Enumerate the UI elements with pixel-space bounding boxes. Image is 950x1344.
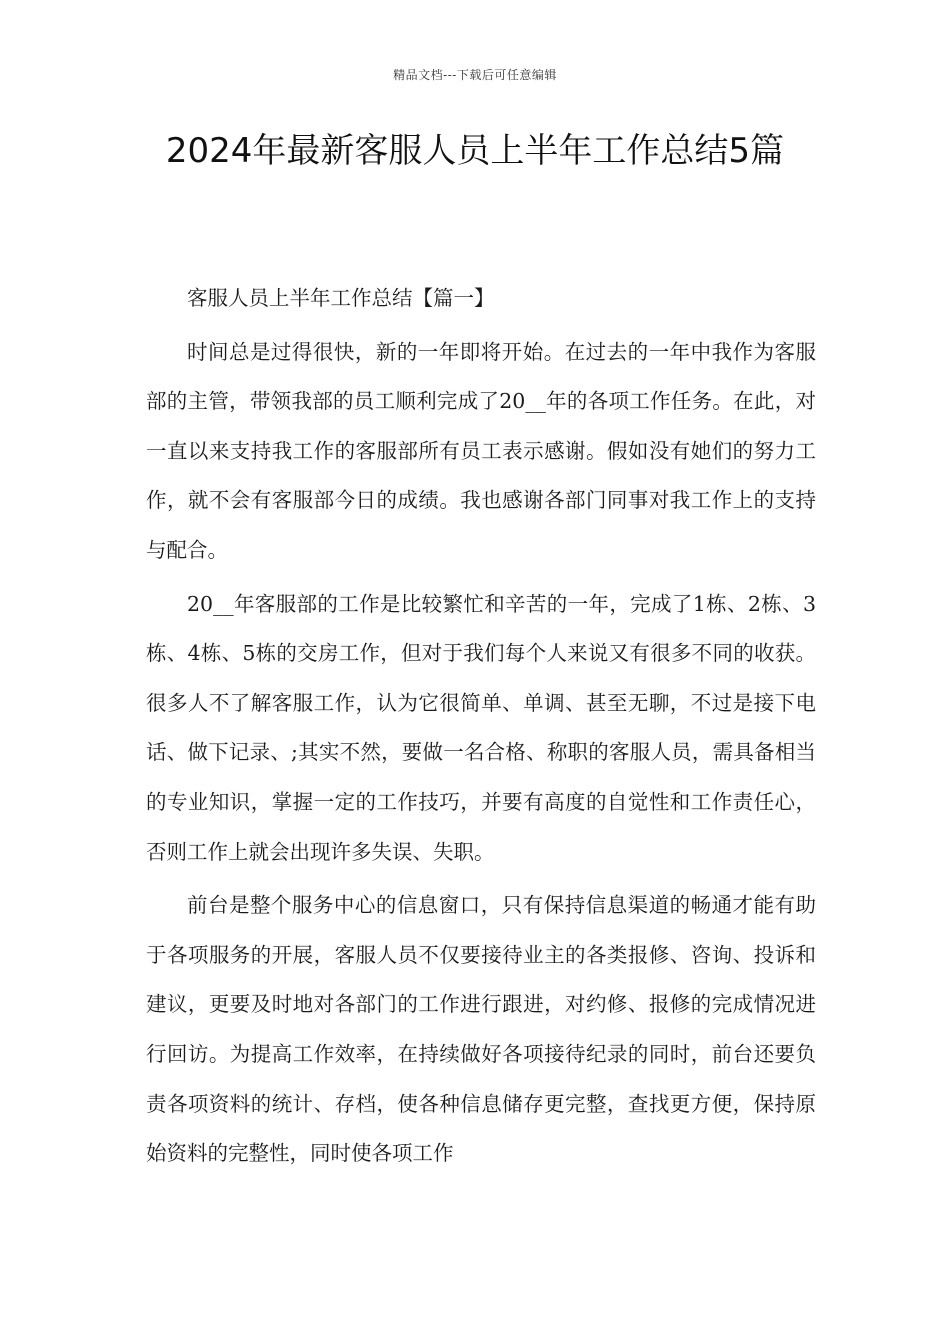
paragraph-1: 时间总是过得很快，新的一年即将开始。在过去的一年中我作为客服部的主管，带领我部的员工顺利完成了20__年的各项工作任务。在此，对一直以来支持我工作的客服部所有员工表示感谢。假如没有她们的努力工作，就不会有客服部今日的成绩。我也感谢各部门同事对我工作上的支持与配合。 [146,339,816,562]
header-note: 精品文档---下载后可任意编辑 [393,68,557,82]
document-title: 2024年最新客服人员上半年工作总结5篇 [165,131,785,171]
paragraph-2: 20__年客服部的工作是比较繁忙和辛苦的一年，完成了1栋、2栋、3栋、4栋、5栋的交房工作，但对于我们每个人来说又有很多不同的收获。很多人不了解客服工作，认为它很简单、单调、甚至无聊，不过是接下电话、做下记录、;其实不然，要做一名合格、称职的客服人员，需具备相当的专业知识，掌握一定的工作技巧，并要有高度的自觉性和工作责任心，否则工作上就会出现许多失误、失职。 [146,591,816,864]
section-heading: 客服人员上半年工作总结【篇一】 [187,286,495,310]
paragraph-3: 前台是整个服务中心的信息窗口，只有保持信息渠道的畅通才能有助于各项服务的开展，客服人员不仅要接待业主的各类报修、咨询、投诉和建议，更要及时地对各部门的工作进行跟进，对约修、报修的完成情况进行回访。为提高工作效率，在持续做好各项接待纪录的同时，前台还要负责各项资料的统计、存档，使各种信息储存更完整，查找更方便，保持原始资料的完整性，同时使各项工作 [146,893,816,1166]
document-body [146,274,816,1183]
